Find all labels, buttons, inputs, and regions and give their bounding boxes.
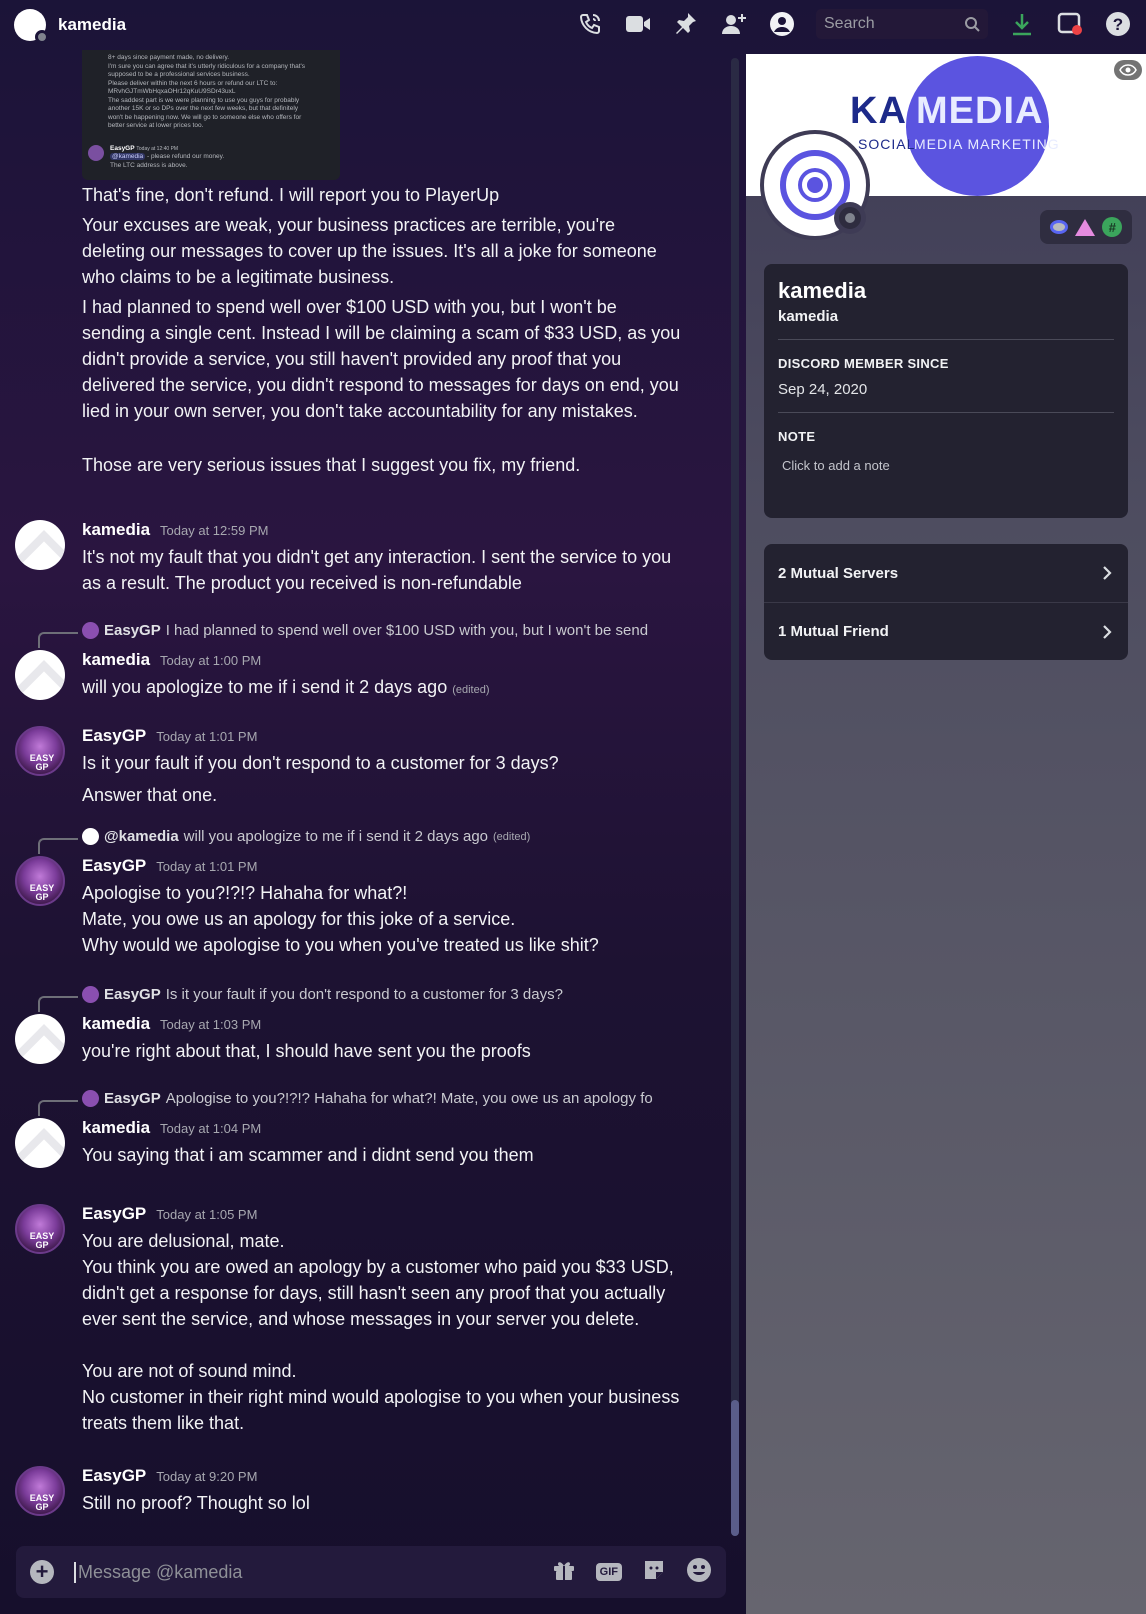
message-text: Why would we apologise to you when you've treated us like shit? (82, 935, 599, 955)
attachment-line: The saddest part is we were planning to use you guys for probably (108, 96, 300, 104)
download-icon[interactable] (1008, 10, 1036, 38)
edited-label: (edited) (452, 684, 490, 696)
chevron-right-icon (1102, 624, 1112, 640)
reply-author: EasyGP (104, 622, 161, 639)
phone-call-icon[interactable] (576, 10, 604, 38)
attachment-line: Please deliver within the next 6 hours or refund our LTC to: (108, 79, 278, 87)
search-icon (964, 16, 980, 32)
nitro-badge-icon[interactable] (1050, 220, 1068, 234)
chat-scrollbar-thumb[interactable] (731, 1400, 739, 1536)
attachment-mention: @kamedia (112, 153, 144, 160)
message-input[interactable]: Message @kamedia (74, 1562, 552, 1583)
reply-preview[interactable] (82, 622, 672, 639)
avatar[interactable] (15, 1466, 65, 1516)
message-text: That's fine, don't refund. I will report you to PlayerUp (82, 185, 500, 205)
note-label: NOTE (778, 429, 816, 444)
mutuals-card (764, 544, 1128, 660)
message-text: Those are very serious issues that I suggest you fix, my friend. (82, 455, 581, 475)
chat-scrollbar-track[interactable] (731, 58, 739, 1536)
reply-preview[interactable] (82, 1090, 672, 1107)
message-body: will you apologize to me if i send it 2 days ago (82, 677, 448, 697)
message-text: It's not my fault that you didn't get any interaction. I sent the service to you as a result. The product you received is non-refundable (82, 547, 672, 593)
profile-avatar[interactable] (760, 130, 870, 240)
avatar-easy-gp: EASY GP (29, 753, 55, 772)
avatar[interactable] (15, 650, 65, 700)
attachment-time: Today at 12:40 PM (136, 145, 179, 152)
avatar[interactable] (15, 520, 65, 570)
banner-logo-media: MEDIA (916, 90, 1044, 132)
member-since-date: Sep 24, 2020 (778, 381, 868, 398)
reply-spine (38, 1100, 78, 1116)
banner-tagline: MEDIA MARKETING (914, 136, 1060, 152)
reply-avatar (82, 622, 99, 639)
banner-tagline: SOCIAL (858, 136, 916, 152)
profile-display-name: kamedia (778, 278, 867, 303)
timestamp: Today at 1:04 PM (160, 1121, 262, 1136)
timestamp: Today at 1:01 PM (156, 729, 258, 744)
timestamp: Today at 9:20 PM (156, 1469, 258, 1484)
attachment-line: better service at lower prices too. (108, 122, 204, 129)
message-text: Answer that one. (82, 785, 218, 805)
reply-spine (38, 996, 78, 1012)
hash-badge-icon[interactable]: # (1102, 217, 1122, 237)
timestamp: Today at 12:59 PM (160, 523, 269, 538)
reply-author: EasyGP (104, 986, 161, 1003)
reply-author: @kamedia (104, 828, 179, 845)
mutual-servers-button[interactable] (764, 544, 1128, 602)
chat-messages[interactable] (0, 50, 724, 1544)
profile-info-card (764, 264, 1128, 518)
status-offline-indicator (834, 202, 866, 234)
member-since-label: DISCORD MEMBER SINCE (778, 356, 949, 371)
search-input[interactable] (816, 9, 988, 39)
user-profile-icon[interactable] (768, 10, 796, 38)
image-attachment[interactable] (82, 50, 340, 180)
attachment-line: won't be happening now. We will go to someone else who offers for (108, 113, 302, 121)
message-text: You think you are owed an apology by a customer who paid you $33 USD, didn't get a response for days, still hasn't seen any proof that you actually ever sent the service, and whose messages in your server you delete. (82, 1257, 674, 1329)
profile-badges (1040, 210, 1132, 244)
reply-spine (38, 838, 78, 854)
inbox-icon[interactable] (1056, 10, 1084, 38)
mutual-servers-label: 2 Mutual Servers (778, 564, 899, 582)
reply-author: EasyGP (104, 1090, 161, 1107)
attachment-line: I'm sure you can agree that it's utterly ridiculous for a company that's (108, 62, 306, 70)
reply-preview[interactable] (82, 986, 672, 1003)
note-input[interactable]: Click to add a note (782, 458, 890, 473)
divider (778, 412, 1114, 413)
reply-avatar (82, 986, 99, 1003)
message-text: I had planned to spend well over $100 USD with you, but I won't be sending a single cent. Instead I will be claiming a scam of $33 USD, as you didn't provide a service, you still haven't provided any proof that you delivered the service, you didn't respond to messages for days on end, you lied in your own server, you don't take accountability for any mistakes. (82, 297, 681, 421)
attachment-line: MRvhGJTmWbHqxaOHr12qKuU9SDr43uxL (108, 88, 236, 95)
avatar[interactable] (15, 1014, 65, 1064)
message-text: Mate, you owe us an apology for this joke of a service. (82, 909, 516, 929)
message-text: You are not of sound mind. (82, 1361, 297, 1381)
banner-logo-ka: KA (850, 90, 907, 132)
message-composer[interactable] (16, 1546, 726, 1598)
attachment-avatar (88, 145, 104, 161)
author-name[interactable]: kamedia (82, 1118, 151, 1137)
timestamp: Today at 1:05 PM (156, 1207, 258, 1222)
timestamp: Today at 1:01 PM (156, 859, 258, 874)
user-profile-panel (746, 54, 1146, 1614)
add-friend-icon[interactable] (720, 10, 748, 38)
reply-avatar (82, 1090, 99, 1107)
attachment-text: - please refund our money. (145, 153, 225, 160)
avatar[interactable] (15, 856, 65, 906)
message-text: Apologise to you?!?!? Hahaha for what?! (82, 883, 408, 903)
avatar[interactable] (15, 1204, 65, 1254)
avatar-easy-gp: EASY GP (29, 1231, 55, 1250)
dm-avatar[interactable] (14, 9, 46, 41)
attachment-text: The LTC address is above. (110, 161, 188, 169)
timestamp: Today at 1:00 PM (160, 653, 262, 668)
attachment-line: supposed to be a professional services business. (108, 71, 250, 78)
timestamp: Today at 1:03 PM (160, 1017, 262, 1032)
avatar-easy-gp: EASY GP (29, 1493, 55, 1512)
attachment-line: another 15K or so DPs over the next few weeks, but that definitely (108, 105, 299, 112)
dm-title: kamedia (58, 15, 127, 34)
author-name[interactable]: kamedia (82, 650, 151, 669)
mutual-friends-label: 1 Mutual Friend (778, 623, 889, 640)
message-text: Your excuses are weak, your business practices are terrible, you're deleting our messages to cover up the issues. It's all a joke for someone who claims to be a legitimate business. (82, 215, 657, 287)
reply-spine (38, 632, 78, 648)
author-name[interactable]: kamedia (82, 1014, 151, 1033)
add-attachment-icon[interactable]: + (30, 1560, 54, 1584)
avatar-easy-gp: EASY GP (29, 883, 55, 902)
avatar[interactable] (15, 1118, 65, 1168)
attachment-author: EasyGP (110, 144, 135, 152)
chevron-right-icon (1102, 565, 1112, 581)
mutual-friends-button[interactable] (764, 602, 1128, 660)
divider (778, 339, 1114, 340)
author-name[interactable]: kamedia (82, 520, 151, 539)
avatar[interactable] (15, 726, 65, 776)
reply-text: Is it your fault if you don't respond to a customer for 3 days? (165, 986, 563, 1003)
sticker-icon[interactable] (642, 1558, 666, 1587)
message-text: Is it your fault if you don't respond to a customer for 3 days? (82, 753, 559, 773)
message-text: You are delusional, mate. (82, 1231, 285, 1251)
top-bar (0, 0, 1146, 50)
author-name[interactable]: EasyGP (82, 856, 147, 875)
hypesquad-badge-icon[interactable] (1075, 219, 1095, 236)
status-offline-indicator (35, 30, 49, 44)
message-text (82, 674, 682, 703)
video-call-icon[interactable] (624, 10, 652, 38)
message-text: No customer in their right mind would apologise to you when your business treats them like that. (82, 1387, 680, 1433)
message-text: You saying that i am scammer and i didnt send you them (82, 1145, 534, 1165)
svg-text:?: ? (1112, 15, 1124, 34)
message-text: you're right about that, I should have sent you the proofs (82, 1041, 531, 1061)
reply-text: Apologise to you?!?!? Hahaha for what?! Mate, you owe us an apology fo (165, 1090, 653, 1107)
profile-username: kamedia (778, 308, 839, 325)
search-placeholder: Search (824, 15, 875, 32)
help-icon[interactable] (1104, 10, 1132, 38)
emoji-icon[interactable] (686, 1557, 712, 1588)
message-text: Still no proof? Thought so lol (82, 1493, 310, 1513)
author-name[interactable]: EasyGP (82, 726, 147, 745)
edited-label: (edited) (493, 830, 531, 843)
attachment-line: 8+ days since payment made, no delivery. (108, 54, 230, 61)
reply-preview[interactable] (82, 828, 672, 845)
reply-avatar (82, 828, 99, 845)
gif-button[interactable]: GIF (596, 1563, 622, 1581)
gift-icon[interactable] (552, 1558, 576, 1587)
view-banner-icon[interactable] (1114, 60, 1142, 80)
author-name[interactable]: EasyGP (82, 1204, 147, 1223)
reply-text: will you apologize to me if i send it 2 days ago (183, 828, 489, 845)
reply-text: I had planned to spend well over $100 USD with you, but I won't be send (165, 622, 649, 639)
author-name[interactable]: EasyGP (82, 1466, 147, 1485)
pin-icon[interactable] (672, 10, 700, 38)
